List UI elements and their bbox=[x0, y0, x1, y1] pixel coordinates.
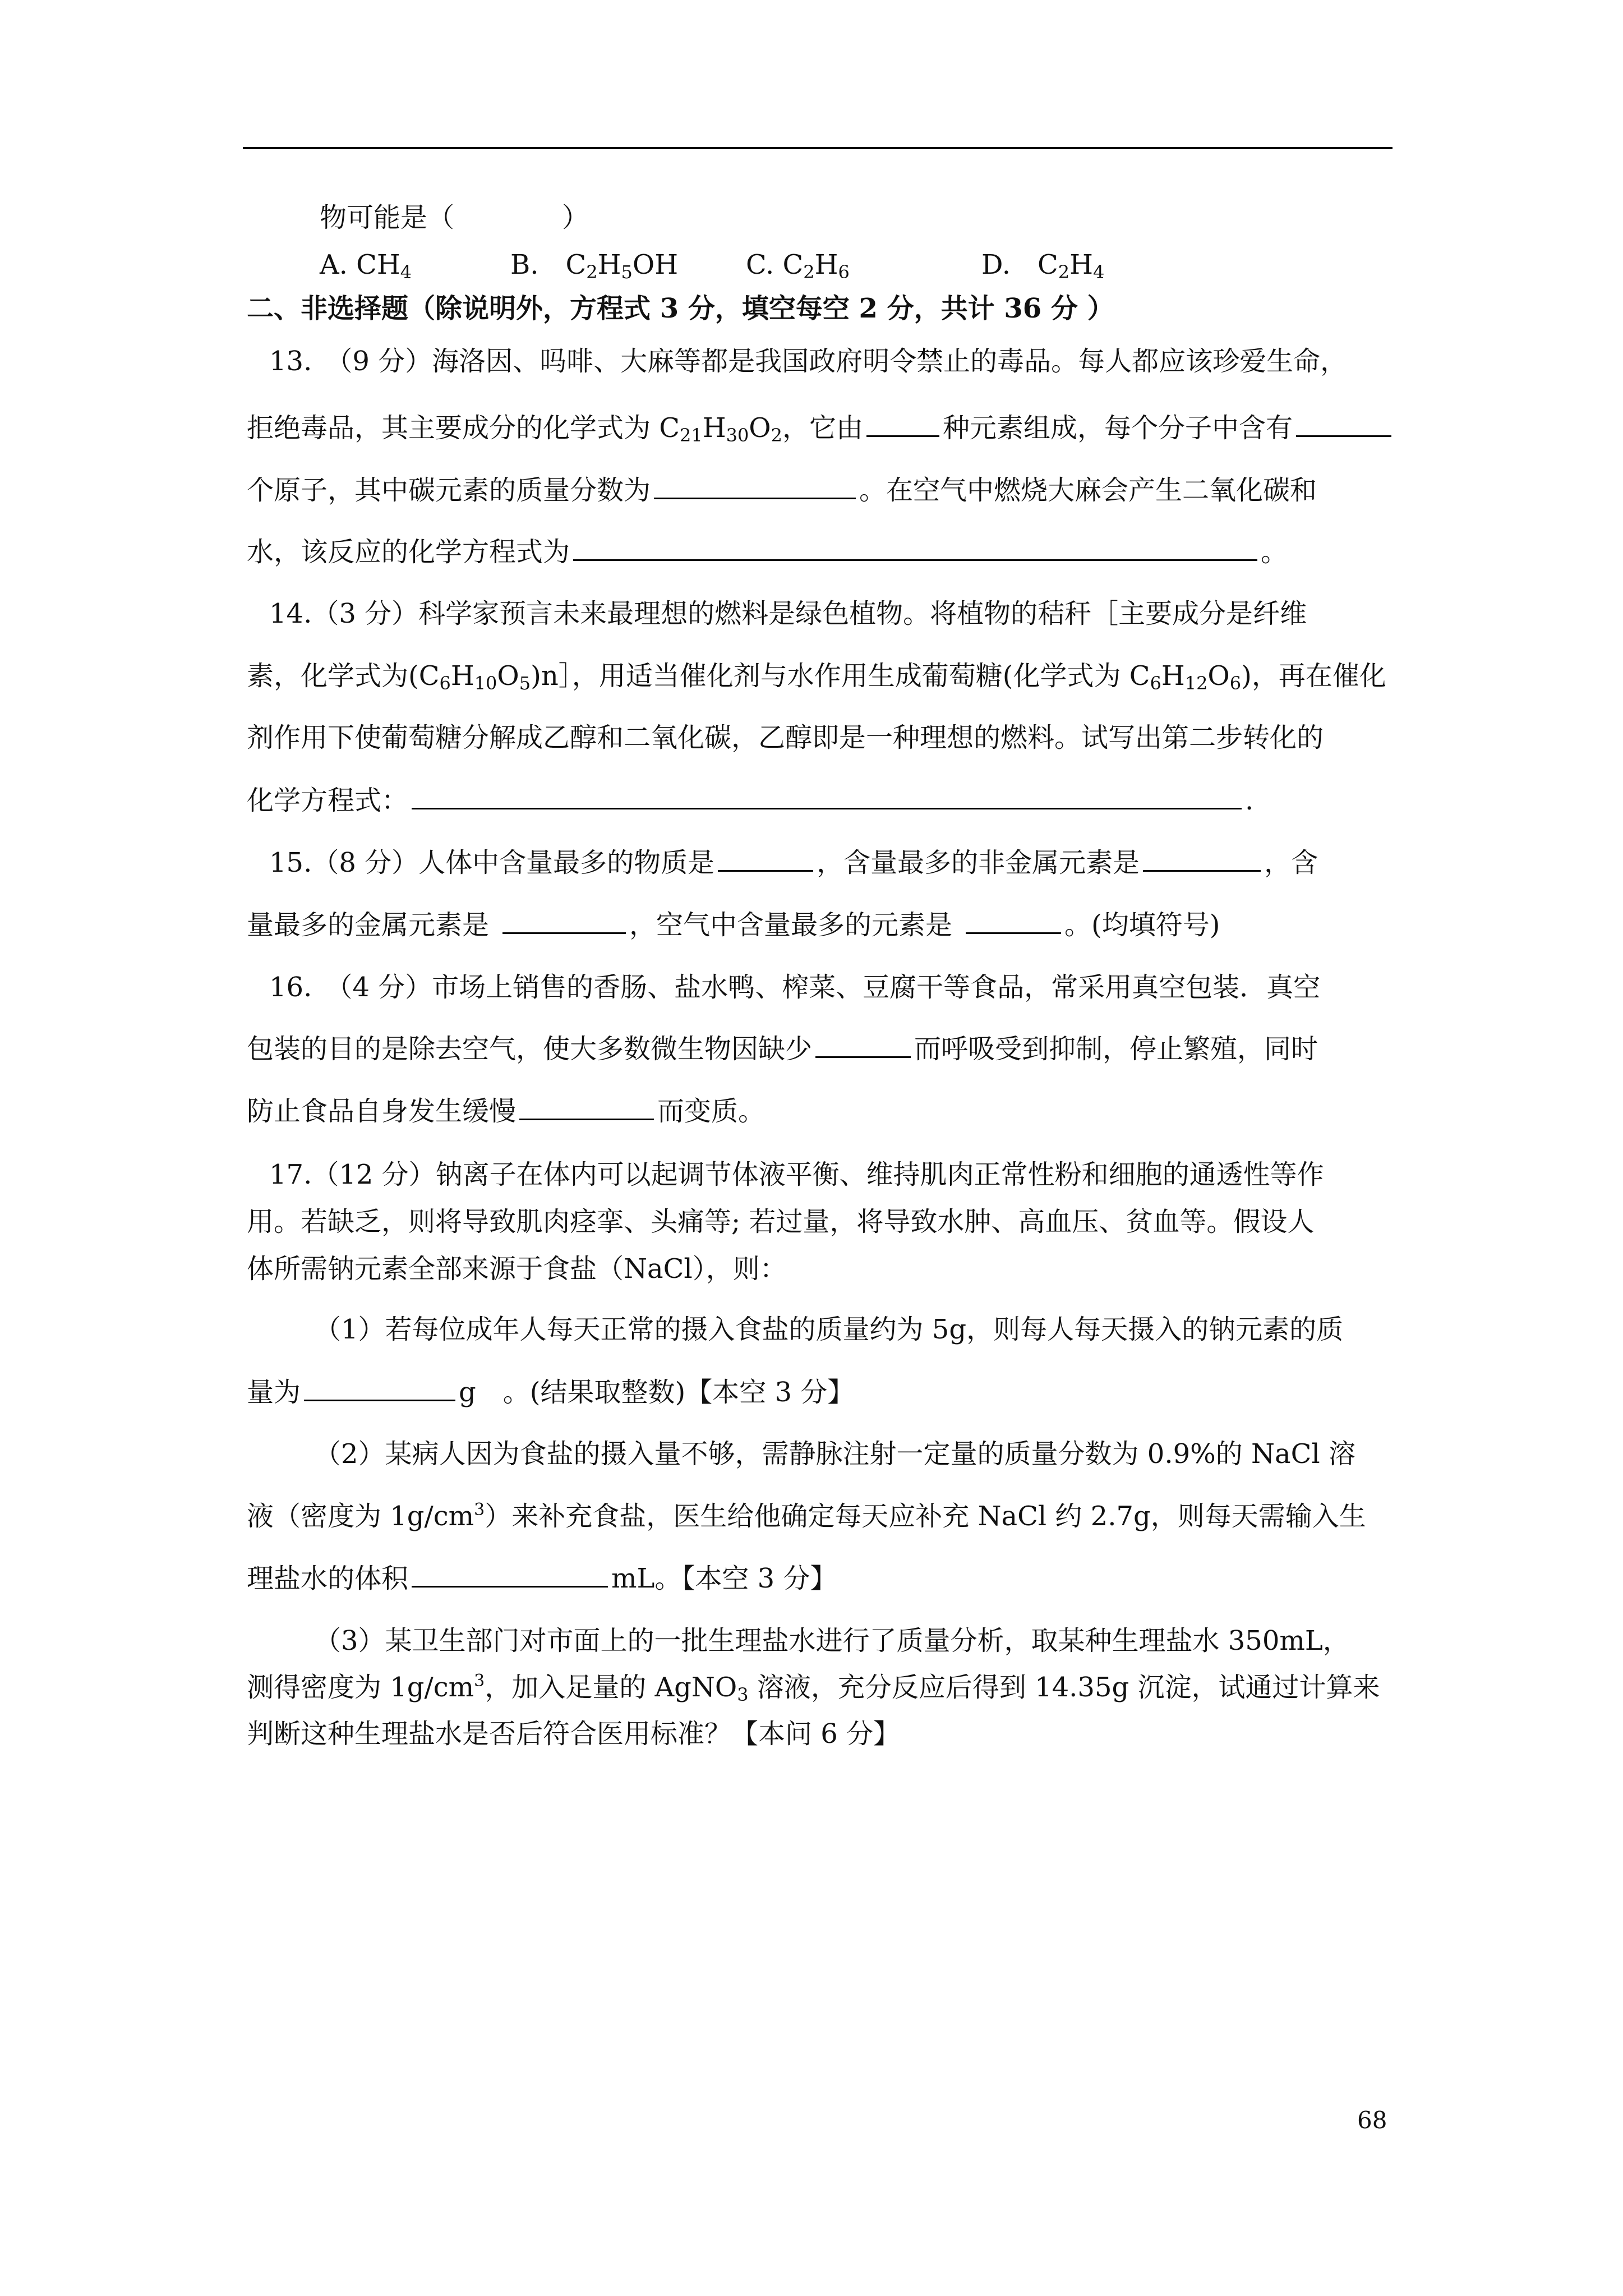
q16-line3: 防止食品自身发生缓慢 而变质。 bbox=[247, 1096, 766, 1127]
q13-line2: 拒绝毒品，其主要成分的化学式为 $C_{21}H_{30}O_2$，它由 种元素组成，每个分子中含有 bbox=[247, 411, 1395, 445]
q17-part3-line3: 判断这种生理盐水是否后符合医用标准？【本问 6 分】 bbox=[247, 1718, 901, 1750]
q16-line2: 包装的目的是除去空气，使大多数微生物因缺少 而呼吸受到抑制，停止繁殖，同时 bbox=[247, 1033, 1318, 1065]
q16-line1: 16. （4 分）市场上销售的香肠、盐水鸭、榨菜、豆腐干等食品，常采用真空包装．真空 bbox=[269, 972, 1321, 1003]
q14-line2: 素，化学式为$(C_6H_{10}O_5)n]$，用适当催化剂与水作用生成葡萄糖(化学式为 $C_6H_{12}O_6$)，再在催化 bbox=[247, 660, 1386, 694]
q14-blank-equation[interactable] bbox=[412, 785, 1242, 809]
q15-line2: 量最多的金属元素是 ，空气中含量最多的元素是 。(均填符号) bbox=[247, 909, 1220, 941]
q13-blank-element-count[interactable] bbox=[866, 413, 939, 437]
page-number: 68 bbox=[1357, 2106, 1387, 2134]
section2-heading: 二、非选择题（除说明外，方程式 3 分，填空每空 2 分，共计 36 分 ） bbox=[247, 293, 1114, 324]
q17-blank-sodium-mass[interactable] bbox=[304, 1377, 455, 1401]
q17-blank-saline-volume[interactable] bbox=[412, 1563, 608, 1588]
q15-blank-air-element[interactable] bbox=[966, 910, 1061, 934]
q13-line1: 13. （9 分）海洛因、吗啡、大麻等都是我国政府明令禁止的毒品。每人都应该珍爱生命， bbox=[269, 346, 1348, 377]
q13-blank-equation[interactable] bbox=[573, 537, 1257, 561]
q17-part2-line1: （2）某病人因为食盐的摄入量不够，需静脉注射一定量的质量分数为 0.9%的 NaCl 溶 bbox=[314, 1438, 1355, 1470]
q15-blank-substance[interactable] bbox=[718, 848, 813, 872]
q12-option-d: D. $C_2H_4$ bbox=[981, 249, 1105, 283]
q12-stem-tail: 物可能是（ ） bbox=[320, 202, 589, 233]
q12-option-a: A. $CH_4$ bbox=[320, 249, 412, 283]
q12-option-b: B. $C_2H_5OH$ bbox=[510, 249, 679, 283]
q17-part2-line2: 液（密度为 $1g/cm^3$）来补充食盐，医生给他确定每天应补充 NaCl 约 2.7g，则每天需输入生 bbox=[247, 1500, 1366, 1532]
header-rule bbox=[243, 147, 1393, 149]
q17-part3-line1: （3）某卫生部门对市面上的一批生理盐水进行了质量分析，取某种生理盐水 350mL， bbox=[314, 1625, 1350, 1657]
q14-line4: 化学方程式： . bbox=[247, 785, 1254, 816]
q16-blank-lack[interactable] bbox=[815, 1034, 911, 1058]
q13-blank-carbon-fraction[interactable] bbox=[654, 475, 856, 499]
q17-part3-line2: 测得密度为 $1g/cm^3$，加入足量的 AgNO$_3$ 溶液，充分反应后得到 14.35g 沉淀，试通过计算来 bbox=[247, 1671, 1380, 1705]
q13-line3: 个原子，其中碳元素的质量分数为 。在空气中燃烧大麻会产生二氧化碳和 bbox=[247, 475, 1317, 506]
q15-blank-metal[interactable] bbox=[502, 910, 626, 934]
q13-line4: 水，该反应的化学方程式为 。 bbox=[247, 536, 1288, 568]
q17-part1-line1: （1）若每位成年人每天正常的摄入食盐的质量约为 5g，则每人每天摄入的钠元素的质 bbox=[314, 1314, 1344, 1345]
q12-options bbox=[320, 248, 1104, 282]
q16-blank-reaction[interactable] bbox=[519, 1096, 654, 1120]
q17-line3: 体所需钠元素全部来源于食盐（NaCl），则： bbox=[247, 1253, 787, 1285]
q15-blank-nonmetal[interactable] bbox=[1143, 848, 1261, 872]
q17-line2: 用。若缺乏，则将导致肌肉痉挛、头痛等; 若过量，将导致水肿、高血压、贫血等。假设人 bbox=[247, 1206, 1315, 1237]
q17-line1: 17.（12 分）钠离子在体内可以起调节体液平衡、维持肌肉正常性粉和细胞的通透性等作 bbox=[269, 1159, 1324, 1190]
q14-line1: 14.（3 分）科学家预言未来最理想的燃料是绿色植物。将植物的秸秆［主要成分是纤维 bbox=[269, 598, 1307, 629]
q12-option-c: C. $C_2H_6$ bbox=[746, 249, 850, 283]
q14-line3: 剂作用下使葡萄糖分解成乙醇和二氧化碳，乙醇即是一种理想的燃料。试写出第二步转化的 bbox=[247, 722, 1324, 753]
q17-part2-line3: 理盐水的体积 mL。【本空 3 分】 bbox=[247, 1563, 837, 1594]
q13-blank-atom-count[interactable] bbox=[1296, 413, 1391, 437]
q15-line1: 15.（8 分）人体中含量最多的物质是 ，含量最多的非金属元素是 ，含 bbox=[269, 847, 1318, 878]
q17-part1-line2: 量为 g 。(结果取整数)【本空 3 分】 bbox=[247, 1377, 855, 1408]
